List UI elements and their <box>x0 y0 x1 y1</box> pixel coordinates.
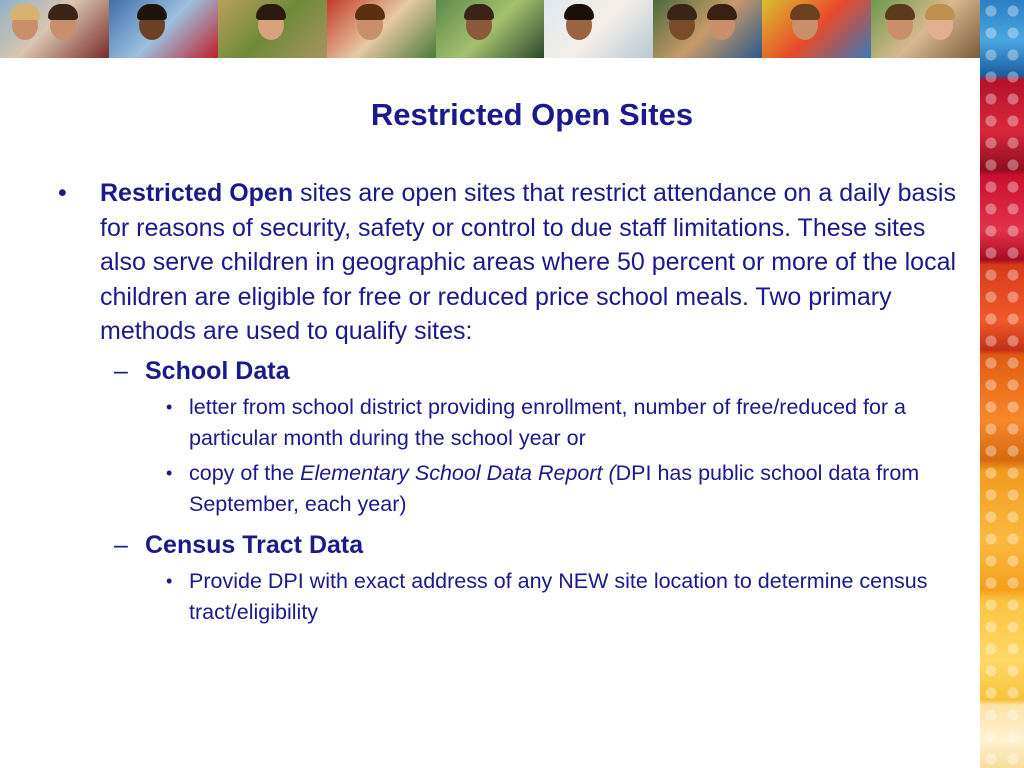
slide-body <box>58 176 968 628</box>
method-item-text: Provide DPI with exact address of any NEW site location to determine census tract/eligibility <box>189 568 928 624</box>
main-bullet <box>58 176 968 349</box>
dash-icon: – <box>114 530 128 559</box>
bullet-icon: • <box>58 179 67 207</box>
banner-photo-6 <box>544 0 653 58</box>
banner-photo-8 <box>762 0 871 58</box>
method-heading <box>58 528 968 562</box>
method-heading <box>58 354 968 388</box>
banner-photo-2 <box>109 0 218 58</box>
method-item-text: letter from school district providing enrollment, number of free/reduced for a particular month during the school year or <box>189 394 906 450</box>
banner-photo-7 <box>653 0 762 58</box>
banner-photo-5 <box>436 0 545 58</box>
banner-photo-9 <box>871 0 980 58</box>
dash-icon: – <box>114 356 128 385</box>
children-photo-banner <box>0 0 980 58</box>
sub-bullet-icon: • <box>166 396 173 417</box>
banner-photo-1 <box>0 0 109 58</box>
main-bullet-lead: Restricted Open <box>100 179 294 207</box>
sub-bullet-icon: • <box>166 462 173 483</box>
banner-photo-4 <box>327 0 436 58</box>
method-item <box>58 392 968 454</box>
method-item <box>58 458 968 520</box>
report-title: Elementary School Data Report ( <box>300 460 616 485</box>
method-item-pre: copy of the <box>189 460 301 485</box>
method-heading-text: Census Tract Data <box>145 530 364 559</box>
method-item-post: DPI has public school data from September, each year) <box>189 460 920 516</box>
banner-photo-3 <box>218 0 327 58</box>
method-item <box>58 566 968 628</box>
slide-title: Restricted Open Sites <box>370 97 694 132</box>
main-bullet-text: sites are open sites that restrict attendance on a daily basis for reasons of security, safety or control to due staff limitations. These sites also serve children in geographic areas where 50 percent or more of the local children are eligible for free or reduced price school meals. Two primary methods are used to qualify sites: <box>100 179 957 345</box>
method-heading-text: School Data <box>145 356 290 385</box>
sub-bullet-icon: • <box>166 570 173 591</box>
